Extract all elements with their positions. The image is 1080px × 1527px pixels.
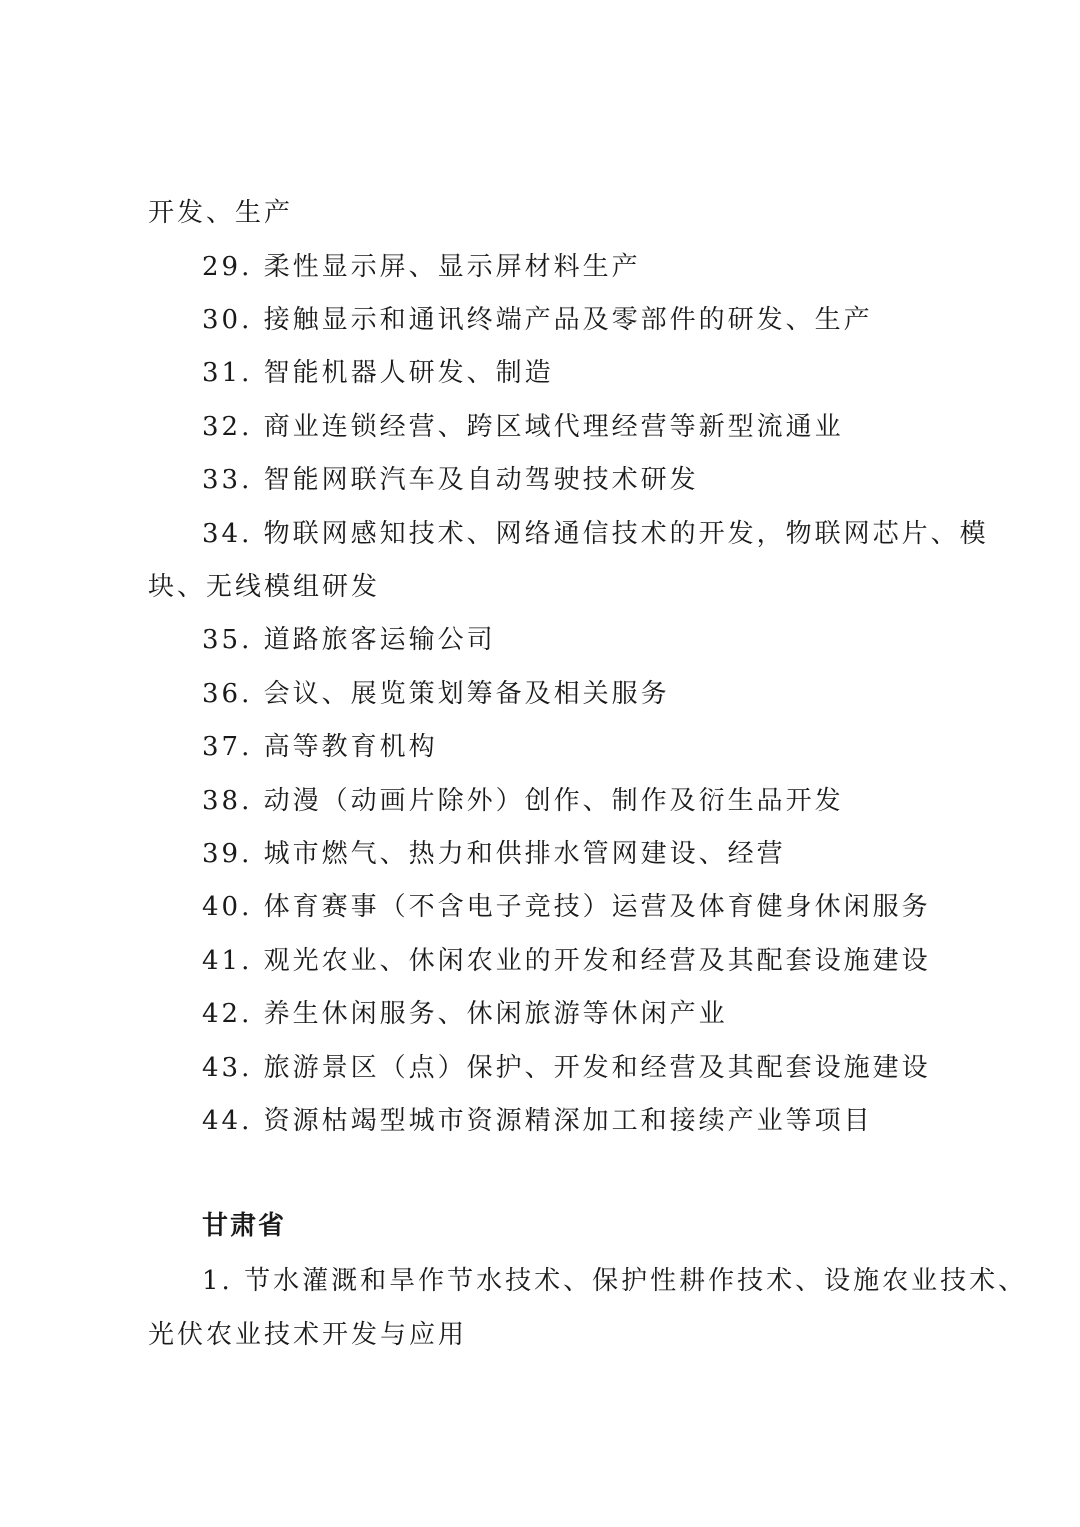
gansu-list-item-1-continuation: 光伏农业技术开发与应用: [148, 1320, 468, 1350]
list-item-31: 31. 智能机器人研发、制造: [202, 358, 554, 388]
gansu-list-item-1: 1. 节水灌溉和旱作节水技术、保护性耕作技术、设施农业技术、: [202, 1266, 1028, 1296]
list-item-41: 41. 观光农业、休闲农业的开发和经营及其配套设施建设: [202, 946, 931, 976]
list-item-30: 30. 接触显示和通讯终端产品及零部件的研发、生产: [202, 305, 873, 335]
section-heading-gansu: 甘肃省: [202, 1211, 287, 1241]
list-item-34-continuation: 块、无线模组研发: [148, 572, 381, 602]
list-item-35: 35. 道路旅客运输公司: [202, 625, 496, 655]
list-item-29: 29. 柔性显示屏、显示屏材料生产: [202, 252, 641, 282]
list-item-33: 33. 智能网联汽车及自动驾驶技术研发: [202, 465, 699, 495]
list-item-36: 36. 会议、展览策划筹备及相关服务: [202, 679, 670, 709]
list-item-continuation: 开发、生产: [148, 198, 294, 228]
list-item-43: 43. 旅游景区（点）保护、开发和经营及其配套设施建设: [202, 1053, 931, 1083]
list-item-39: 39. 城市燃气、热力和供排水管网建设、经营: [202, 839, 786, 869]
list-item-42: 42. 养生休闲服务、休闲旅游等休闲产业: [202, 999, 728, 1029]
list-item-40: 40. 体育赛事（不含电子竞技）运营及体育健身休闲服务: [202, 892, 931, 922]
list-item-37: 37. 高等教育机构: [202, 732, 438, 762]
list-item-32: 32. 商业连锁经营、跨区域代理经营等新型流通业: [202, 412, 844, 442]
list-item-34: 34. 物联网感知技术、网络通信技术的开发，物联网芯片、模: [202, 519, 989, 549]
list-item-38: 38. 动漫（动画片除外）创作、制作及衍生品开发: [202, 786, 844, 816]
list-item-44: 44. 资源枯竭型城市资源精深加工和接续产业等项目: [202, 1106, 873, 1136]
